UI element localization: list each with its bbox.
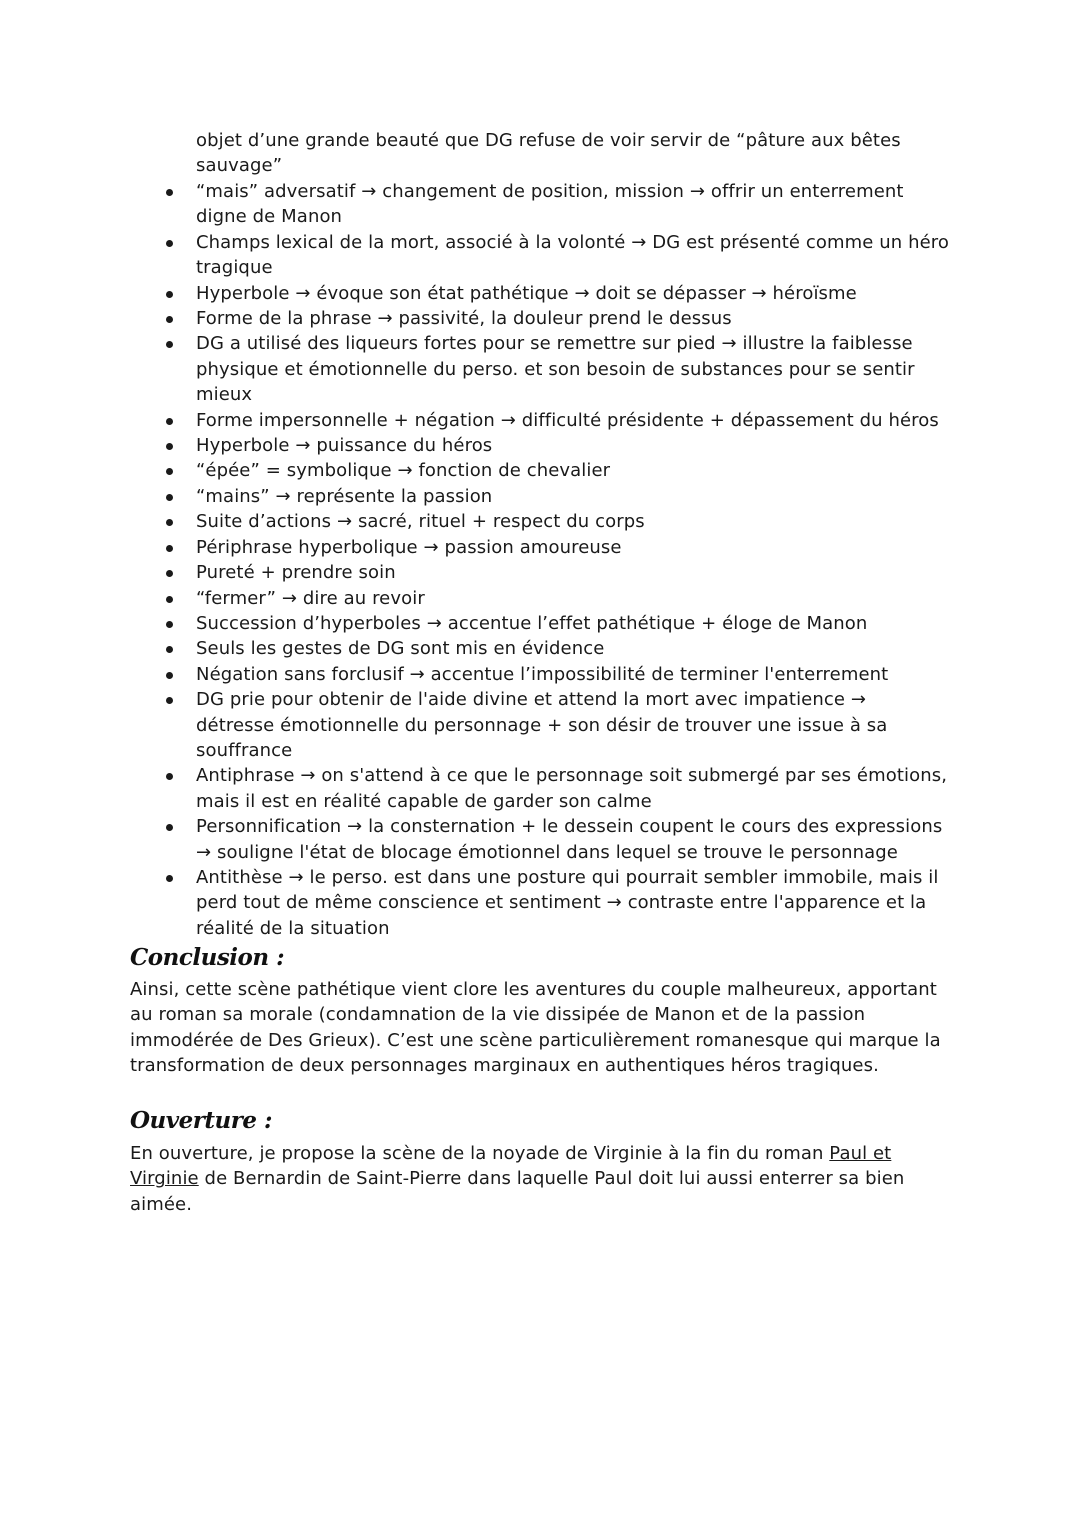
list-item: “mais” adversatif → changement de position, mission → offrir un enterrement digne de Manon [150,179,950,230]
list-item: Forme de la phrase → passivité, la douleur prend le dessus [150,306,950,331]
list-item: “mains” → représente la passion [150,484,950,509]
conclusion-paragraph: Ainsi, cette scène pathétique vient clore les aventures du couple malheureux, apportant au roman sa morale (condamnation de la vie dissipée de Manon et de la passion immodérée de Des Grieux). C’est une scène particulièrement romanesque qui marque la transformation de deux personnages marginaux en authentiques héros tragiques. [130,979,941,1077]
ouverture-text-after: de Bernardin de Saint-Pierre dans laquelle Paul doit lui aussi enterrer sa bien aimée. [130,1168,905,1215]
analysis-bullet-list [150,179,950,941]
list-item: “épée” = symbolique → fonction de chevalier [150,458,950,483]
list-item: Pureté + prendre soin [150,560,950,585]
list-item: Périphrase hyperbolique → passion amoureuse [150,535,950,560]
list-item: DG a utilisé des liqueurs fortes pour se remettre sur pied → illustre la faiblesse physique et émotionnelle du perso. et son besoin de substances pour se sentir mieux [150,331,950,407]
list-item: Champs lexical de la mort, associé à la volonté → DG est présenté comme un héro tragique [150,230,950,281]
book-title-link: Paul et Virginie [130,1143,892,1190]
list-item: Personnification → la consternation + le dessein coupent le cours des expressions → souligne l'état de blocage émotionnel dans lequel se trouve le personnage [150,814,950,865]
list-item: Hyperbole → évoque son état pathétique → doit se dépasser → héroïsme [150,281,950,306]
ouverture-paragraph [130,1141,950,1217]
ouverture-text-before: En ouverture, je propose la scène de la noyade de Virginie à la fin du roman [130,1143,830,1164]
ouverture-heading: Ouverture : [130,1107,272,1134]
list-item: DG prie pour obtenir de l'aide divine et attend la mort avec impatience → détresse émotionnelle du personnage + son désir de trouver une issue à sa souffrance [150,687,950,763]
list-item: Suite d’actions → sacré, rituel + respect du corps [150,509,950,534]
list-item: Négation sans forclusif → accentue l’impossibilité de terminer l'enterrement [150,662,950,687]
list-item: Hyperbole → puissance du héros [150,433,950,458]
list-item: “fermer” → dire au revoir [150,586,950,611]
list-item: Forme impersonnelle + négation → difficulté présidente + dépassement du héros [150,408,950,433]
list-item: Succession d’hyperboles → accentue l’effet pathétique + éloge de Manon [150,611,950,636]
list-item: Antithèse → le perso. est dans une posture qui pourrait sembler immobile, mais il perd tout de même conscience et sentiment → contraste entre l'apparence et la réalité de la situation [150,865,950,941]
continued-bullet-text: objet d’une grande beauté que DG refuse de voir servir de “pâture aux bêtes sauvage” [196,130,901,177]
list-item: Antiphrase → on s'attend à ce que le personnage soit submergé par ses émotions, mais il est en réalité capable de garder son calme [150,763,950,814]
list-item: Seuls les gestes de DG sont mis en évidence [150,636,950,661]
conclusion-heading: Conclusion : [130,944,285,971]
